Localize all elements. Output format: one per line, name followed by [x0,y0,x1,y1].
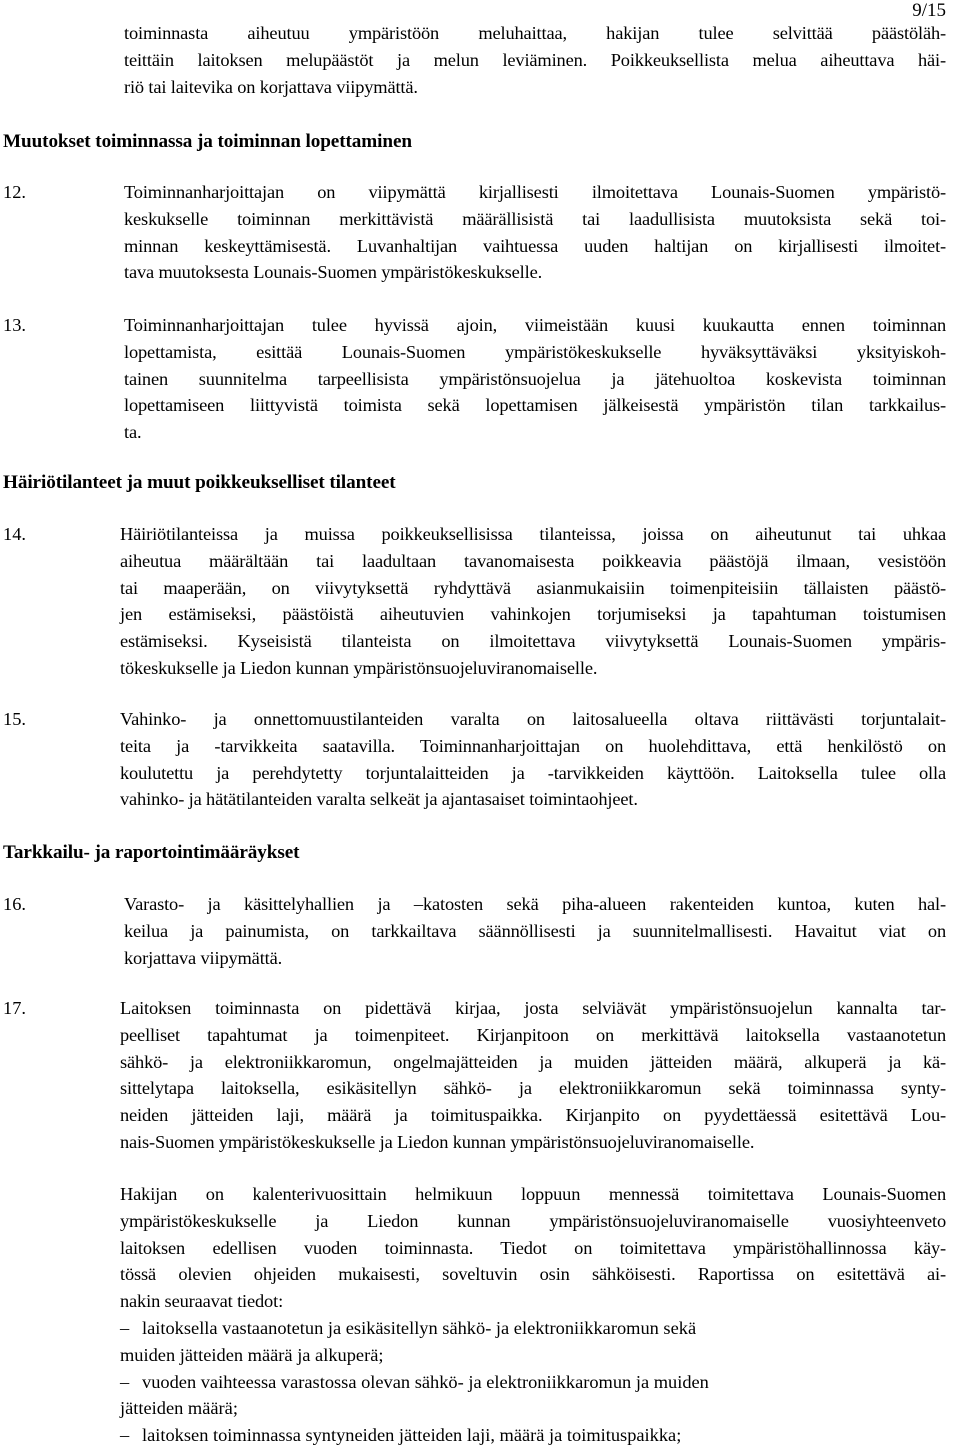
item-number: 16. [3,894,26,914]
text-line: Toiminnanharjoittajan on viipymättä kirjallisesti ilmoitettava Lounais-Suomen ympäristö- [124,182,946,202]
item-number: 15. [3,709,26,729]
text-line: Hakijan on kalenterivuosittain helmikuun loppuun mennessä toimitettava Lounais-Suomen [120,1184,946,1204]
text-line: sittelytapa laitoksella, esikäsitellyn sähkö- ja elektroniikkaromun sekä toiminnassa synty- [120,1078,946,1099]
text-line: lopettamista, esittää Lounais-Suomen ympäristökeskukselle hyväksyttäväksi yksityiskoh- [124,341,946,362]
text-line: nais-Suomen ympäristökeskukselle ja Liedon kunnan ympäristönsuojeluviranomaiselle. [120,1131,755,1152]
item-text [124,179,946,286]
list-item-text: laitoksella vastaanotetun ja esikäsitellyn sähkö- ja elektroniikkaromun sekä [142,1318,697,1338]
list-item [120,1315,946,1369]
text-line: tava muutoksesta Lounais-Suomen ympäristökeskukselle. [124,262,543,283]
text-line: jen estämiseksi, päästöistä aiheutuvien vahinkojen torjumiseksi ja tapahtuman toistumisen [120,604,946,625]
text-line: korjattava viipymättä. [124,947,283,968]
list-item-text: laitoksen toiminnassa syntyneiden jätteiden laji, määrä ja toimituspaikka; [142,1425,682,1446]
list-item [120,1422,946,1449]
text-line: Varasto- ja käsittelyhallien ja –katosten sekä piha-alueen rakenteiden kuntoa, kuten hal- [124,894,946,914]
section-heading-monitoring: Tarkkailu- ja raportointimääräykset [3,842,300,863]
text-line: teittäin laitoksen melupäästöt ja melun leviäminen. Poikkeuksellista melua aiheuttava häi- [124,49,946,70]
text-line: Vahinko- ja onnettomuustilanteiden varalta on laitosalueella oltava riittävästi torjuntalait- [120,709,946,729]
text-line: toiminnasta aiheutuu ympäristöön meluhaittaa, hakijan tulee selvittää päästöläh- [124,23,946,43]
item-text [120,995,946,1156]
section-heading-disturbances: Häiriötilanteet ja muut poikkeukselliset tilanteet [3,472,396,493]
section-heading-changes: Muutokset toiminnassa ja toiminnan lopettaminen [3,131,412,152]
text-line: Laitoksen toiminnasta on pidettävä kirjaa, josta selviävät ympäristönsuojelun kannalta tar- [120,998,946,1018]
text-line: vahinko- ja hätätilanteiden varalta selkeät ja ajantasaiset toimintaohjeet. [120,789,638,810]
dash-marker: – [120,1318,130,1338]
intro-paragraph [124,20,946,100]
item-number: 17. [3,998,26,1018]
list-item-text: vuoden vaihteessa varastossa olevan sähkö- ja elektroniikkaromun ja muiden [142,1371,709,1392]
text-line [120,1315,946,1342]
text-line: tökeskukselle ja Liedon kunnan ympäristönsuojeluviranomaiselle. [120,657,598,678]
dash-marker: – [120,1371,130,1392]
text-line: teita ja -tarvikkeita saatavilla. Toiminnanharjoittajan on huolehdittava, että henkilöstö on [120,735,946,756]
text-line: aiheutua määrältään tai laadultaan tavanomaisesta poikkeavia päästöjä ilmaan, vesistöön [120,550,946,571]
item-text [124,312,946,446]
text-line: ta. [124,422,142,443]
text-line [120,1422,946,1449]
text-line: laitoksen edellisen vuoden toiminnasta. Tiedot on toimitettava ympäristöhallinnossa käy- [120,1237,946,1258]
text-line: keilua ja painumista, on tarkkailtava säännöllisesti ja suunnitelmallisesti. Havaitut viat on [124,920,946,941]
item-text [120,521,946,682]
text-line: keskukselle toiminnan merkittävistä määrällisistä tai laadullisista muutoksista sekä toi- [124,208,946,229]
item-number: 13. [3,315,26,335]
list-item [120,1369,946,1423]
item-number: 14. [3,524,26,544]
reporting-paragraph [120,1181,946,1315]
text-line: lopettamiseen liittyvistä toimista sekä lopettamisen jälkeisestä ympäristön tilan tarkkailus- [124,395,946,416]
text-line: riö tai laitevika on korjattava viipymättä. [124,76,418,97]
page-number: 9/15 [912,0,946,21]
text-line: Toiminnanharjoittajan tulee hyvissä ajoin, viimeistään kuusi kuukautta ennen toiminnan [124,315,946,335]
dash-marker: – [120,1425,130,1446]
text-line: neiden jätteiden laji, määrä ja toimituspaikka. Kirjanpito on pyydettäessä esitettävä Lou- [120,1105,946,1126]
text-line: tainen suunnitelma tarpeellisista ympäristönsuojelua ja jätehuoltoa koskevista toiminnan [124,368,946,389]
text-line: tai maaperään, on viivytyksettä ryhdyttävä asianmukaisiin toimenpiteisiin tällaisten päästö- [120,577,946,598]
report-items-list [120,1315,946,1449]
text-line: tössä olevien ohjeiden mukaisesti, soveltuvin osin sähköisesti. Raportissa on esitettävä ai- [120,1264,946,1285]
item-text [124,891,946,971]
item-number: 12. [3,182,26,202]
text-line: peelliset tapahtumat ja toimenpiteet. Kirjanpitoon on merkittävä laitoksella vastaanotetun [120,1024,946,1045]
text-line [120,1369,946,1396]
text-line: Häiriötilanteissa ja muissa poikkeuksellisissa tilanteissa, joissa on aiheutunut tai uhkaa [120,524,946,544]
text-line: estämiseksi. Kyseisistä tilanteista on ilmoitettava viivytyksettä Lounais-Suomen ympäris- [120,631,946,652]
text-line: minnan keskeyttämisestä. Luvanhaltijan vaihtuessa uuden haltijan on kirjallisesti ilmoitet- [124,235,946,256]
text-line: jätteiden määrä; [120,1398,238,1419]
text-line: sähkö- ja elektroniikkaromun, ongelmajätteiden ja muiden jätteiden määrä, alkuperä ja kä- [120,1051,946,1072]
text-line: ympäristökeskukselle ja Liedon kunnan ympäristönsuojeluviranomaiselle vuosiyhteenveto [120,1210,946,1231]
text-line: koulutettu ja perehdytetty torjuntalaitteiden ja -tarvikkeiden käyttöön. Laitoksella tulee olla [120,762,946,783]
text-line: muiden jätteiden määrä ja alkuperä; [120,1344,384,1365]
item-text [120,706,946,813]
text-line: nakin seuraavat tiedot: [120,1291,284,1312]
